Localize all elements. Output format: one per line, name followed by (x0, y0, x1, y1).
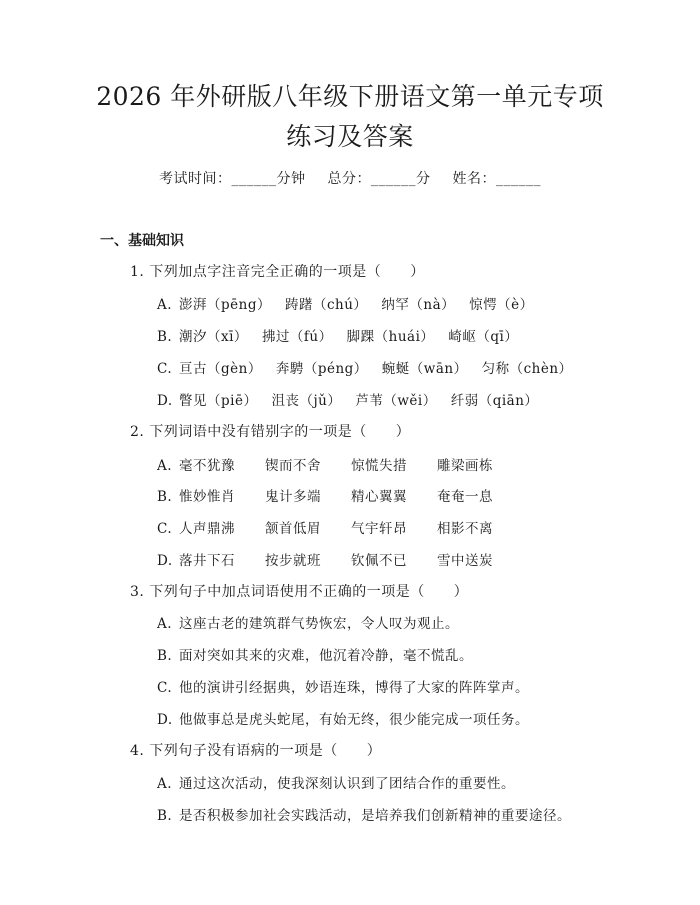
option-text: 通过这次活动，使我深刻认识到了团结合作的重要性。 (179, 776, 515, 792)
question-1-option-a (157, 293, 548, 313)
question-3-option-b (157, 644, 473, 664)
question-4-option-a (157, 772, 515, 792)
option-word: 瞥见（piē） (179, 393, 258, 409)
option-word: 蜿蜒（wān） (381, 361, 468, 377)
option-word: 雕梁画栋 (437, 458, 493, 474)
question-1-stem: 1. 下列加点字注音完全正确的一项是（ ） (130, 264, 425, 280)
option-word: 亘古（gèn） (179, 361, 262, 377)
question-4-option-b (157, 804, 571, 824)
option-text: 他的演讲引经据典，妙语连珠，博得了大家的阵阵掌声。 (179, 680, 529, 696)
option-word: 纤弱（qiān） (450, 393, 539, 409)
option-word: 惊愕（è） (469, 297, 534, 313)
question-1-option-d (157, 389, 552, 409)
option-word: 惊慌失措 (351, 458, 407, 474)
document-title-line2: 练习及答案 (286, 122, 414, 151)
option-text: 是否积极参加社会实践活动，是培养我们创新精神的重要途径。 (179, 808, 571, 824)
option-word: 沮丧（jǔ） (271, 393, 342, 409)
question-3-option-c (157, 676, 529, 696)
option-word: 锲而不舍 (265, 458, 321, 474)
option-word: 拂过（fú） (261, 329, 333, 345)
question-4-stem: 4. 下列句子没有语病的一项是（ ） (130, 743, 382, 759)
option-letter: C. (157, 361, 173, 377)
question-3-option-a (157, 612, 459, 632)
option-word: 人声鼎沸 (179, 521, 235, 537)
question-3-option-d (157, 708, 529, 728)
option-letter: B. (157, 329, 173, 345)
option-letter: A. (157, 616, 173, 632)
option-word: 雪中送炭 (437, 553, 493, 569)
option-letter: B. (157, 489, 173, 505)
option-word: 精心翼翼 (351, 489, 407, 505)
question-1-option-c (157, 357, 587, 377)
option-word: 钦佩不已 (351, 553, 407, 569)
option-word: 惟妙惟肖 (179, 489, 235, 505)
question-2-stem: 2. 下列词语中没有错别字的一项是（ ） (130, 424, 411, 440)
option-word: 崎岖（qī） (448, 329, 519, 345)
question-2-option-a (157, 454, 523, 474)
exam-score: 总分：______分 (327, 171, 431, 187)
option-letter: A. (157, 297, 173, 313)
option-word: 毫不犹豫 (179, 458, 235, 474)
option-word: 匀称（chèn） (481, 361, 573, 377)
option-word: 按步就班 (265, 553, 321, 569)
student-name: 姓名：______ (452, 171, 541, 187)
option-word: 纳罕（nà） (381, 297, 456, 313)
option-word: 芦苇（wěi） (355, 393, 437, 409)
option-word: 气宇轩昂 (351, 521, 407, 537)
option-text: 这座古老的建筑群气势恢宏，令人叹为观止。 (179, 616, 459, 632)
option-word: 踌躇（chú） (284, 297, 368, 313)
option-text: 面对突如其来的灾难，他沉着冷静，毫不慌乱。 (179, 648, 473, 664)
question-2-option-d (157, 549, 523, 569)
option-letter: D. (157, 393, 173, 409)
exam-time: 考试时间：______分钟 (159, 171, 306, 187)
option-word: 脚踝（huái） (346, 329, 435, 345)
section-heading-basic: 一、基础知识 (100, 233, 184, 249)
option-word: 鬼计多端 (265, 489, 321, 505)
option-word: 奔騁（péng） (275, 361, 368, 377)
exam-meta (0, 168, 700, 188)
option-word: 相影不离 (437, 521, 493, 537)
document-title-line1: 2026 年外研版八年级下册语文第一单元专项 (96, 82, 604, 111)
option-letter: B. (157, 808, 173, 824)
option-letter: D. (157, 553, 173, 569)
option-letter: A. (157, 458, 173, 474)
option-letter: C. (157, 521, 173, 537)
question-1-option-b (157, 325, 532, 345)
option-letter: D. (157, 712, 173, 728)
option-word: 落井下石 (179, 553, 235, 569)
option-word: 澎湃（pēng） (179, 297, 271, 313)
question-3-stem: 3. 下列句子中加点词语使用不正确的一项是（ ） (130, 584, 469, 600)
question-2-option-c (157, 517, 523, 537)
option-letter: A. (157, 776, 173, 792)
option-text: 他做事总是虎头蛇尾，有始无终，很少能完成一项任务。 (179, 712, 529, 728)
option-word: 潮汐（xī） (179, 329, 248, 345)
question-2-option-b (157, 485, 523, 505)
option-letter: C. (157, 680, 173, 696)
option-letter: B. (157, 648, 173, 664)
option-word: 颔首低眉 (265, 521, 321, 537)
option-word: 奄奄一息 (437, 489, 493, 505)
